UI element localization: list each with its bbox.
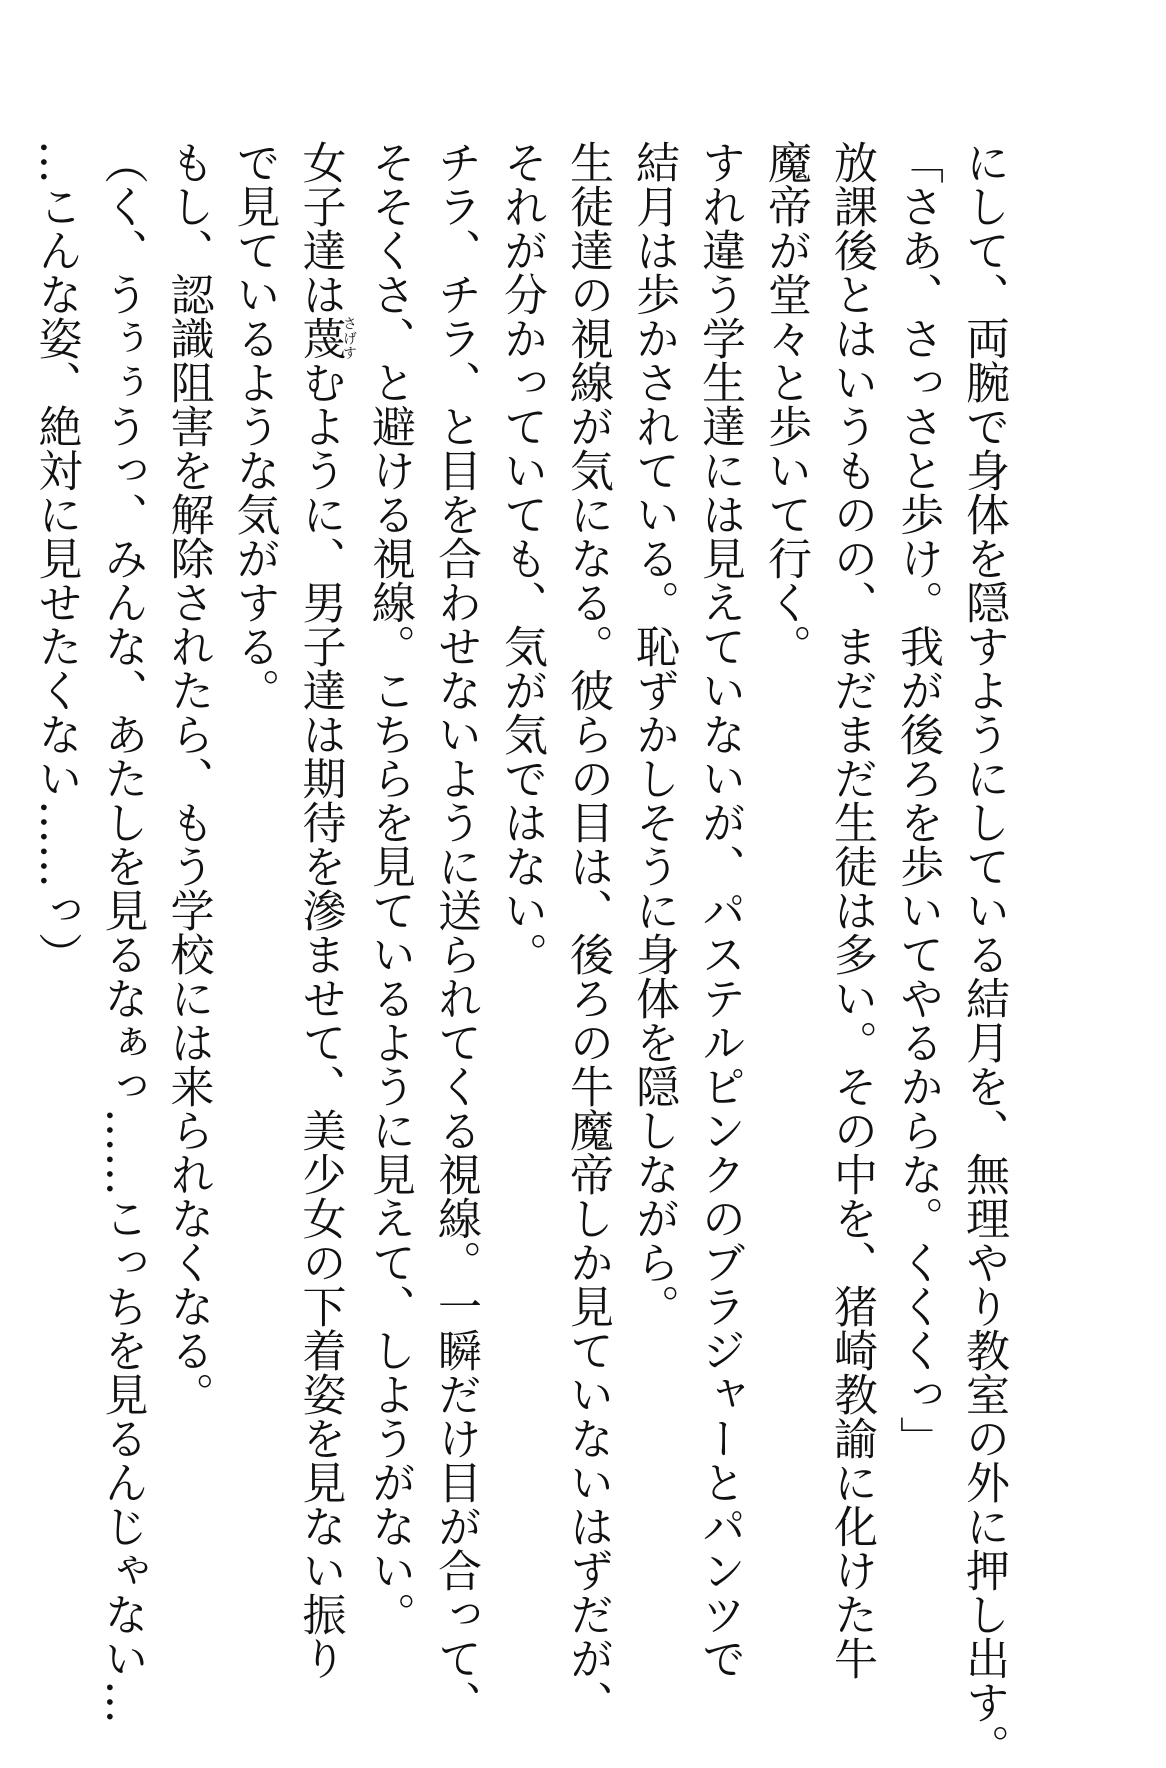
text-line-12: で見ているような気がする。 [228, 140, 280, 712]
ruby-base: 蔑 [294, 316, 346, 360]
text-line-7: 生徒達の視線が気になる。彼らの目は、後ろの牛魔帝しか見ていないはずだが、 [562, 140, 613, 1724]
vertical-text-body [23, 140, 1017, 1768]
text-line-11-before: 女子達は [294, 140, 346, 316]
text-line-11-after: むように、男子達は期待を滲ませて、美少女の下着姿を見ない振り [294, 360, 346, 1680]
text-line-14: （く、うぅぅうっ、みんな、あたしを見るなぁっ……こっちを見るんじゃない… [96, 140, 148, 1724]
text-line-2: 「さあ、さっさと歩け。我が後ろを歩いてやるからな。くくくっ」 [892, 140, 943, 1460]
ruby-word [294, 316, 357, 360]
text-line-1: にして、両腕で身体を隠すようにしている結月を、無理やり教室の外に押し出す。 [958, 140, 1009, 1768]
ruby-reading: さげす [341, 316, 357, 360]
text-line-3: 放課後とはいうものの、まだまだ生徒は多い。その中を、猪崎教諭に化けた牛 [826, 140, 877, 1680]
text-line-4: 魔帝が堂々と歩いて行く。 [760, 140, 811, 668]
text-line-6: 結月は歩かされている。恥ずかしそうに身体を隠しながら。 [628, 140, 679, 1328]
text-line-11 [287, 140, 357, 1680]
text-line-9: チラ、チラ、と目を合わせないように送られてくる視線。一瞬だけ目が合って、 [430, 140, 481, 1724]
text-line-5: すれ違う学生達には見えていないが、パステルピンクのブラジャーとパンツで [694, 140, 745, 1680]
text-line-15: …こんな姿、絶対に見せたくない……っ） [30, 140, 82, 976]
text-line-10: そそくさ、と避ける視線。こちらを見ているように見えて、しようがない。 [364, 140, 415, 1636]
text-line-13: もし、認識阻害を解除されたら、もう学校には来られなくなる。 [162, 140, 214, 1416]
text-line-8: それが分かっていても、気が気ではない。 [496, 140, 547, 976]
